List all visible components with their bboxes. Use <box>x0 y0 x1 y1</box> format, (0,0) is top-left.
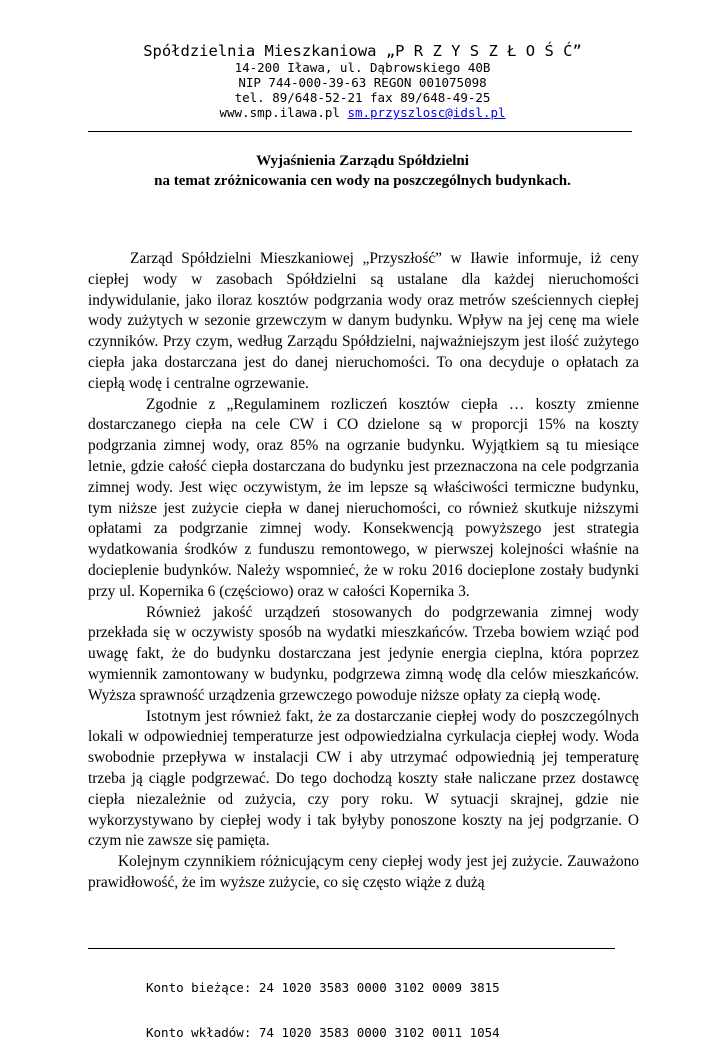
title-line-1: Wyjaśnienia Zarządu Spółdzielni <box>256 153 469 169</box>
title-line-2: na temat zróżnicowania cen wody na poszczególnych budynkach. <box>154 173 571 189</box>
current-account <box>146 980 500 995</box>
paragraph: Istotnym jest również fakt, że za dostarczanie ciepłej wody do poszczególnych lokali w odpowiedniej temperaturze jest odpowiedzialna cyrkulacja ciepłej wody. Woda swobodnie przepływa w instalacji CW i aby utrzymać odpowiednią jej temperaturę trzeba ją ciągle podgrzewać. Do tego dochodzą koszty stałe naliczane przez dostawcę ciepła niezależnie od zużycia, czy pory roku. W sytuacji skrajnej, gdzie nie wykorzystywano by ciepłej wody i tak byłyby ponoszone koszty na jej podgrzanie. O czym nie zawsze się pamięta. <box>88 707 639 850</box>
document-title <box>60 151 665 191</box>
bank-accounts <box>146 950 500 1055</box>
header-divider <box>88 131 632 132</box>
email-link[interactable]: sm.przyszlosc@idsl.pl <box>347 105 506 120</box>
footer-divider <box>88 948 615 949</box>
address: 14-200 Iława, ul. Dąbrowskiego 40B <box>234 60 491 75</box>
cooperative-name: Spółdzielnia Mieszkaniowa „P R Z Y S Z Ł O Ś Ć” <box>143 42 582 60</box>
letterhead <box>0 42 725 120</box>
deposit-account-label: Konto wkładów: <box>146 1025 252 1040</box>
contact-line <box>0 105 725 120</box>
current-account-label: Konto bieżące: <box>146 980 252 995</box>
tax-ids: NIP 744-000-39-63 REGON 001075098 <box>238 75 487 90</box>
paragraph: Zgodnie z „Regulaminem rozliczeń kosztów ciepła … koszty zmienne dostarczanego ciepła na cele CW i CO dzielone są w proporcji 15% na koszty podgrzania zimnej wody, oraz 85% na ogrzanie budynku. Wyjątkiem są tu miesiące letnie, gdzie całość ciepła dostarczana do budynku jest przeznaczona na cele podgrzania zimnej wody. Jest więc oczywistym, że im lepsze są właściwości termiczne budynku, tym niższe jest zużycie ciepła w danej nieruchomości, co również skutkuje niższymi opłatami za podgrzanie zimnej wody. Konsekwencją powyższego jest strategia wydatkowania środków z funduszu remontowego, w pierwszej kolejności właśnie na docieplenie budynków. Należy wspomnieć, że w roku 2016 docieplone zostały budynki przy ul. Kopernika 6 (częściowo) oraz w całości Kopernika 3. <box>88 395 639 600</box>
phone-fax: tel. 89/648-52-21 fax 89/648-49-25 <box>234 90 491 105</box>
document-body <box>88 249 639 894</box>
deposit-account-number: 74 1020 3583 0000 3102 0011 1054 <box>258 1025 500 1040</box>
current-account-number: 24 1020 3583 0000 3102 0009 3815 <box>258 980 500 995</box>
paragraph: Kolejnym czynnikiem różnicującym ceny ciepłej wody jest jej zużycie. Zauważono prawidłowość, że im wyższe zużycie, co się często wiąże z dużą <box>88 853 639 891</box>
website: www.smp.ilawa.pl <box>219 105 340 120</box>
paragraph: Zarząd Spółdzielni Mieszkaniowej „Przyszłość” w Iławie informuje, iż ceny ciepłej wody w zasobach Spółdzielni są ustalane dla każdej nieruchomości indywidulanie, jako iloraz kosztów podgrzania wody oraz metrów sześciennych ciepłej wody zużytych w sezonie grzewczym w danym budynku. Wpływ na jej cenę ma wiele czynników. Przy czym, według Zarządu Spółdzielni, najważniejszym jest ilość zużytego ciepła jaka dostarczana jest do danej nieruchomości. To ona decyduje o opłatach za ciepłą wodę i centralne ogrzewanie. <box>88 250 639 392</box>
deposit-account <box>146 1025 500 1040</box>
paragraph: Również jakość urządzeń stosowanych do podgrzewania zimnej wody przekłada się w oczywisty sposób na wydatki mieszkańców. Trzeba bowiem wziąć pod uwagę fakt, że do budynku dostarczana jest jedynie energia cieplna, która poprzez wymiennik zamontowany w budynku, podgrzewa zimną wodę dla celów mieszkańców. Wyższa sprawność urządzenia grzewczego powoduje niższe opłaty za ciepłą wodę. <box>88 603 639 704</box>
